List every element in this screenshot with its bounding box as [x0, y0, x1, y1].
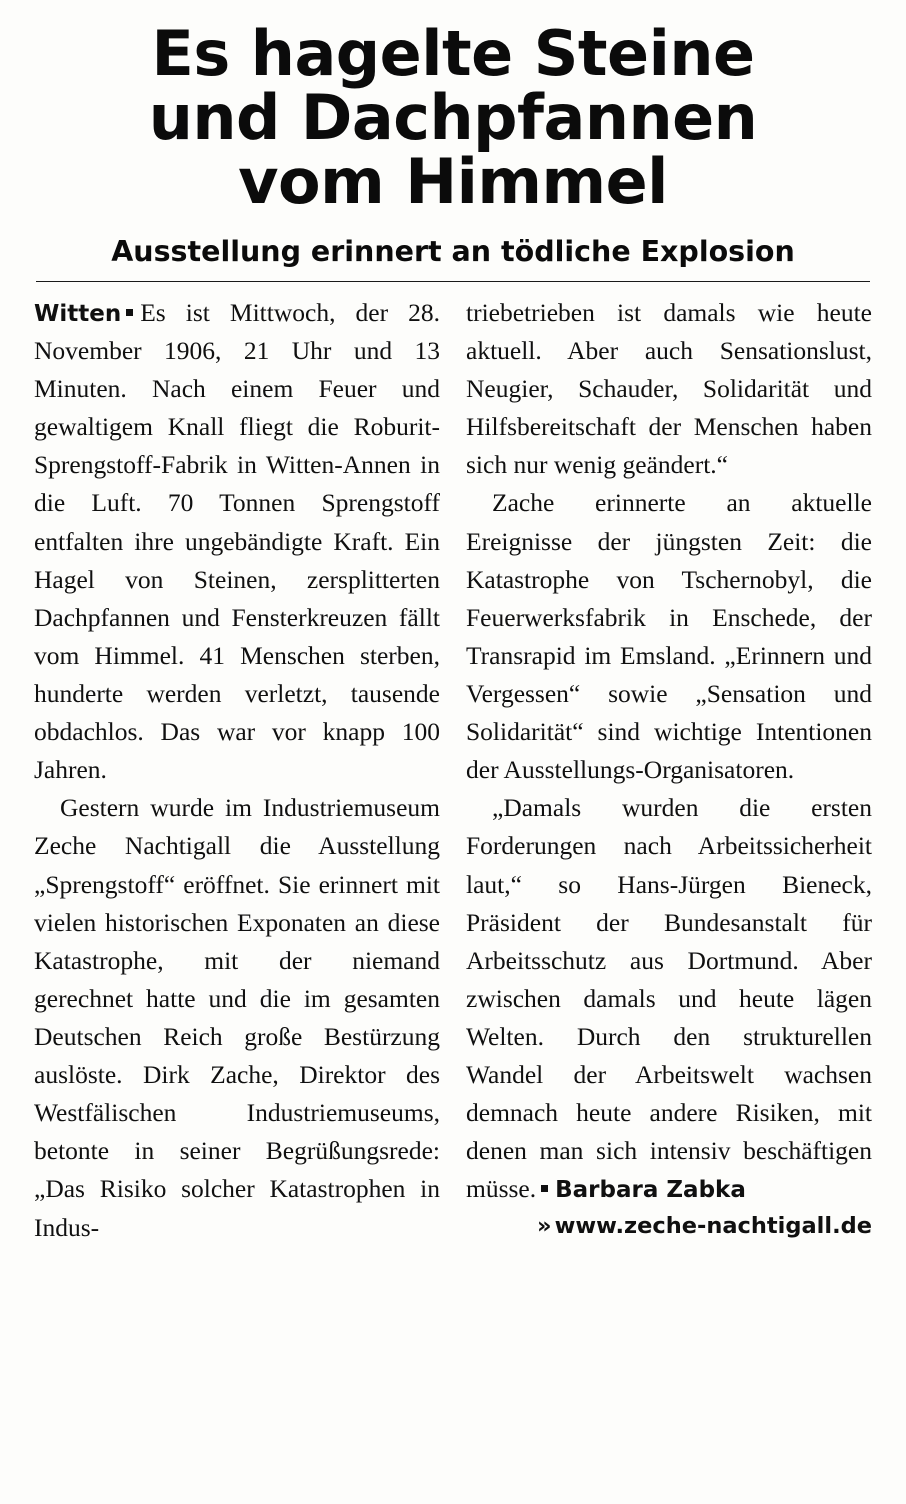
headline-line-1: Es hagelte Steine [151, 17, 755, 90]
source-link-line[interactable] [466, 1213, 872, 1239]
headline-line-2: und Dachpfannen [148, 80, 758, 154]
subheadline: Ausstellung erinnert an tödliche Explosion [111, 234, 795, 268]
article-columns [34, 294, 872, 1247]
bullet-square-icon [126, 309, 133, 316]
headline-line-3: vom Himmel [238, 144, 668, 218]
paragraph-left-1 [34, 294, 440, 789]
source-url[interactable]: www.zeche-nachtigall.de [554, 1212, 872, 1239]
column-left [34, 294, 440, 1247]
divider [36, 281, 870, 282]
paragraph-right-3-text: „Damals wurden die ersten Forderungen nach Arbeitssicherheit laut,“ so Hans-Jürgen Bieneck, Präsident der Bundesanstalt für Arbeitsschutz aus Dortmund. Aber zwischen damals und heute lägen Welten. Durch den strukturellen Wandel der Arbeitswelt wachsen demnach heute andere Risiken, mit denen man sich intensiv beschäftigen müsse. [466, 793, 872, 1204]
paragraph-left-2: Gestern wurde im Industriemuseum Zeche Nachtigall die Ausstellung „Sprengstoff“ eröffnet. Sie erinnert mit vielen historischen Exponaten an diese Katastrophe, mit der niemand gerechnet hatte und die im gesamten Deutschen Reich große Bestürzung auslöste. Dirk Zache, Direktor des Westfälischen Industriemuseums, betonte in seiner Begrüßungsrede: „Das Risiko solcher Katastrophen in Indus- [34, 793, 440, 1242]
bullet-square-icon [541, 1185, 548, 1192]
paragraph-right-1: triebetrieben ist damals wie heute aktuell. Aber auch Sensationslust, Neugier, Schauder, Solidarität und Hilfsbereitschaft der Menschen haben sich nur wenig geändert.“ [466, 297, 872, 480]
paragraph-left-1-text: Es ist Mittwoch, der 28. November 1906, 21 Uhr und 13 Minuten. Nach einem Feuer und gewaltigem Knall fliegt die Roburit-Sprengstoff-Fabrik in Witten-Annen in die Luft. 70 Tonnen Sprengstoff entfalten ihre ungebändigte Kraft. Ein Hagel von Steinen, zersplitterten Dachpfannen und Fensterkreuzen fällt vom Himmel. 41 Menschen sterben, hunderte werden verletzt, tausende obdachlos. Das war vor knapp 100 Jahren. [34, 297, 440, 785]
paragraph-right-3 [466, 789, 872, 1208]
arrow-right-icon: » [537, 1212, 552, 1239]
dateline: Witten [34, 300, 122, 327]
page-title [34, 17, 872, 218]
paragraph-right-2: Zache erinnerte an aktuelle Ereignisse der jüngsten Zeit: die Katastrophe von Tschernobyl, die Feuerwerksfabrik in Enschede, der Transrapid im Emsland. „Erinnern und Vergessen“ sowie „Sensation und Solidarität“ sind wichtige Intentionen der Ausstellungs-Organisatoren. [466, 488, 872, 785]
column-right [466, 294, 872, 1239]
author-byline: Barbara Zabka [555, 1177, 746, 1204]
